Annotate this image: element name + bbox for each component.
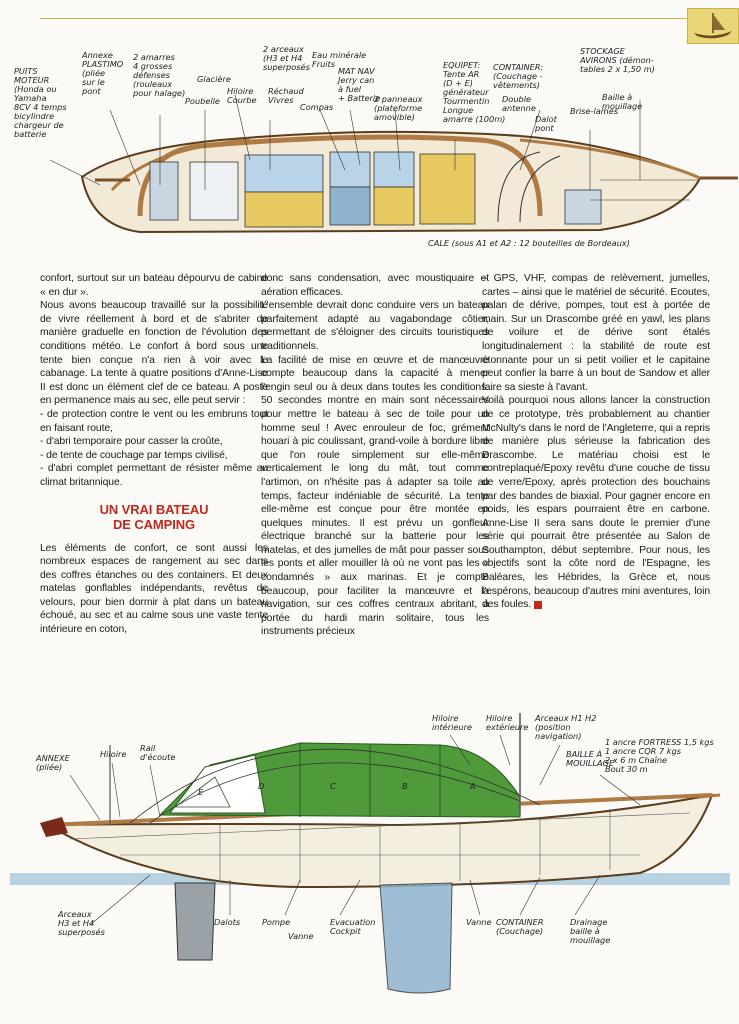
label-line: (Couchage - (493, 71, 543, 81)
article-column-2 (261, 272, 489, 639)
label-puits-moteur (14, 66, 67, 139)
label-line: 1 ancre FORTRESS 1,5 kgs (605, 737, 714, 747)
label-stockage (579, 46, 655, 74)
profile-drawing (0, 705, 739, 1005)
label-line: mouillage (570, 935, 611, 945)
label-line: Yamaha (14, 93, 47, 103)
label-line: EQUIPET: (443, 60, 481, 70)
section-heading-line-1: UN VRAI BATEAU (99, 501, 209, 517)
label-line: à fuel (338, 84, 362, 94)
label-dalots (214, 917, 241, 927)
label-hiloire-exterieure (486, 713, 528, 732)
label-line: 4 grosses (133, 61, 173, 71)
col2-paragraph: L'ensemble devrait donc conduire vers un bateau parfaitement adapté au vagabondage côtier, permettant de s'éloigner des circuits touristiques traditionnels. (261, 300, 489, 352)
deck-plan-drawing (0, 40, 739, 260)
label-arceaux (263, 44, 311, 72)
label-evacuation (330, 917, 375, 936)
col1-list-item: - d'abri complet permettant de résister même au climat britannique. (40, 463, 268, 488)
label-line: (H3 et H4 (263, 53, 303, 63)
label-line: Jerry can (338, 75, 375, 85)
label-line: Arceaux H1 H2 (535, 713, 597, 723)
label-line: 2 panneaux (374, 94, 423, 104)
article-end-mark-icon (534, 601, 542, 609)
label-line: navigation) (535, 731, 582, 741)
label-line: vêtements) (493, 80, 541, 90)
label-line: Drainage (570, 917, 608, 927)
label-line: superposés (263, 62, 310, 72)
label-line: ANNEXE (36, 753, 70, 763)
label-line: Compas (300, 102, 334, 112)
col1-paragraph: confort, surtout sur un bateau dépourvu de cabine « en dur ». (40, 273, 268, 298)
label-line: 2 x 6 m Chaîne (605, 755, 668, 765)
label-line: Vanne (288, 931, 314, 941)
label-container (496, 917, 544, 936)
label-line: (Couchage) (496, 926, 544, 936)
label-line: H3 et H4 (58, 918, 95, 928)
label-double-antenne (502, 94, 536, 113)
label-line: Poubelle (185, 96, 220, 106)
tent-letter-c: C (330, 781, 336, 791)
label-baille (602, 92, 642, 111)
label-line: (position (535, 722, 571, 732)
label-line: Hiloire (432, 713, 459, 723)
label-line: Tourmentin (443, 96, 490, 106)
section-heading (40, 502, 268, 532)
label-line: sur le (82, 77, 105, 87)
label-line: MAT NAV (338, 66, 375, 76)
section-thumbnail-icon (687, 8, 739, 44)
label-line: tables 2 x 1,50 m) (580, 64, 655, 74)
label-line: Dalot (535, 114, 557, 124)
label-line: Vivres (268, 95, 294, 105)
label-line: Rail (140, 743, 156, 753)
label-line: (pliée) (36, 762, 63, 772)
label-line: (rouleaux (133, 79, 173, 89)
label-line: Vanne (466, 917, 492, 927)
col1-list-item: - d'abri temporaire pour casser la croûte, (40, 436, 223, 448)
label-line: PUITS (14, 66, 38, 76)
label-hiloire-interieure (432, 713, 472, 732)
label-line: Cockpit (330, 926, 361, 936)
label-line: CONTAINER (496, 917, 544, 927)
label-panneaux (374, 94, 423, 122)
label-line: Brise-lames (570, 106, 619, 116)
label-hiloire (227, 86, 257, 105)
col1-list-item: - de protection contre le vent ou les embruns tout en faisant route, (40, 408, 268, 434)
tent-letter-a: A (470, 781, 476, 791)
label-line: pont (82, 86, 101, 96)
label-line: Courbe (227, 95, 257, 105)
label-line: Réchaud (268, 86, 304, 96)
label-line: chargeur de (14, 120, 64, 130)
label-poubelle (185, 96, 220, 106)
label-line: 1 ancre CQR 7 kgs (605, 746, 681, 756)
label-line: Hiloire (227, 86, 254, 96)
col3-text: Voilà pourquoi nous allons lancer la construction de ce prototype, très probablement au chantier McNulty's dans le nord de l'Angleterre, qui a repris de manière plus sérieuse la fabrication des Drascombe. Le matériau choisi est le contreplaqué/Epoxy revêtu d'une couche de tissu de verre/Epoxy, après protection des bouchains par des bandes de biaxial. Pour gagner encore en poids, les espars pourraient être en carbone. Anne-Lise II sera sans doute le premier d'une série qui pourrait être présentée au Salon de Southampton, début septembre. Pour nous, les objectifs sont la côte nord de l'Espagne, les Baléares, les Hébrides, la Grèce et, nous l'espérons, beaucoup d'autres mini aventures, loin des foules. (482, 395, 710, 611)
label-vanne-1 (288, 931, 314, 941)
label-line: PLASTIMO (82, 59, 124, 69)
label-line: Tente AR (443, 69, 480, 79)
label-line: générateur (443, 87, 489, 97)
label-line: (plateforme (374, 103, 423, 113)
label-line: amovible) (374, 112, 415, 122)
tent-letter-d: D (258, 781, 265, 791)
label-line: MOUILLAGE (566, 758, 615, 768)
label-line: (Honda ou (14, 84, 57, 94)
label-line: BAILLE À (566, 749, 603, 759)
label-line: mouillage (602, 101, 643, 111)
label-line: pour halage) (133, 88, 186, 98)
label-arceaux-bottom (57, 909, 106, 937)
label-line: Hiloire (100, 749, 127, 759)
label-line: superposés (58, 927, 105, 937)
col1-paragraph: Nous avons beaucoup travaillé sur la possibilité de vivre réellement à bord et de s'abriter de manière graduelle en fonction de l'évolution des conditions météo. Le confort à bord sous une tente bien conçue n'a rien à voir avec le cabanage. La tente à quatre positions d'Anne-Lise II est donc un élément clef de ce bateau. A poste en permanence mais au sec, elle peut servir : (40, 300, 268, 407)
label-line: Hiloire (486, 713, 513, 723)
label-annexe (35, 753, 71, 772)
label-ancre (605, 737, 714, 774)
label-vanne-2 (466, 917, 492, 927)
label-line: (D + E) (443, 78, 473, 88)
label-line: STOCKAGE (580, 46, 625, 56)
label-line: Dalots (214, 917, 241, 927)
label-dalot (534, 114, 558, 133)
label-line: MOTEUR (14, 75, 50, 85)
article-column-3 (482, 272, 710, 612)
label-compas (300, 102, 334, 112)
label-line: d'écoute (140, 752, 176, 762)
article-column-1 (40, 272, 268, 637)
label-line: Evacuation (330, 917, 376, 927)
label-arceaux-top (534, 713, 597, 741)
label-line: amarre (100m) (443, 114, 506, 124)
label-line: 2 amarres (133, 52, 175, 62)
label-container (493, 62, 544, 90)
label-line: CONTAINER: (493, 62, 544, 72)
label-line: Glacière (197, 74, 231, 84)
label-cale: CALE (sous A1 et A2 : 12 bouteilles de Bordeaux) (428, 238, 630, 248)
top-rule (40, 18, 688, 19)
label-line: 2 arceaux (263, 44, 304, 54)
label-line: pont (535, 123, 554, 133)
col1-list-item: - de tente de couchage par temps civilisé, (40, 449, 228, 461)
label-line: bicylindre (14, 111, 55, 121)
label-line: Double (502, 94, 532, 104)
tent-letter-e: E (198, 787, 204, 797)
label-line: batterie (14, 129, 47, 139)
col2-paragraph: La facilité de mise en œuvre et de manœuvre compte beaucoup dans la capacité à mener l'engin seul ou à deux dans toutes les conditions. 50 secondes montre en main sont nécessaires pour mettre le bateau à sec de toile pour un homme seul ! Avec enrouleur de foc, grément houari à pic coulissant, grand-voile à bordure libre que l'on roule simplement sur elle-même verticalement le long du mât, tout comme l'artimon, on n'hésite pas à adapter sa toile au temps, facteur indéniable de sécurité. La tente elle-même est conçue pour être montée en quelques minutes. Il est prévu un gonfleur électrique branché sur la batterie pour les matelas, et des jumelles de mât pour passer sous les ponts et aller mouiller là où ne vont pas les « condamnés » aux marinas. Et je compte beaucoup, pour faciliter la manœuvre et la navigation, sur ces coffres centraux abritant, à portée du hardi marin solitaire, tous les instruments précieux (261, 354, 489, 638)
label-drainage (570, 917, 610, 945)
label-amarres (132, 52, 185, 98)
label-line: Bout 30 m (605, 764, 648, 774)
label-line: extérieure (486, 722, 529, 732)
label-line: défenses (133, 70, 170, 80)
label-line: Arceaux (58, 909, 92, 919)
col3-paragraph (482, 394, 710, 612)
label-line: 8CV 4 temps (14, 102, 67, 112)
label-glaciere (197, 74, 231, 84)
label-line: Longue (443, 105, 474, 115)
label-line: + Batterie (338, 93, 381, 103)
label-line: intérieure (432, 722, 472, 732)
label-line: Fruits (312, 59, 336, 69)
col3-paragraph: – GPS, VHF, compas de relèvement, jumelles, cartes – ainsi que le matériel de sécurité. Ecoutes, palan de dérive, pompes, tout est à portée de main. Sur un Drascombe gréé en yawl, les plans de voilure et de dérive sont étalés longitudinalement : la stabilité de route est étonnante pour un si petit voilier et le capitaine peut confier la barre à un bout de Sandow et aller faire sa sieste à l'avant. (482, 273, 710, 393)
label-line: baille à (570, 926, 600, 936)
label-line: AVIRONS (démon- (580, 55, 654, 65)
col2-paragraph: donc sans condensation, avec moustiquaire et aération efficaces. (261, 273, 489, 298)
label-line: Baille à (602, 92, 633, 102)
section-heading-line-2: DE CAMPING (112, 516, 196, 532)
label-rail (140, 743, 175, 762)
label-line: Annexe (82, 50, 113, 60)
label-hiloire (100, 749, 126, 759)
label-line: (pliée (82, 68, 106, 78)
label-annexe (81, 50, 124, 96)
label-line: Pompe (262, 917, 291, 927)
label-line: antenne (502, 103, 536, 113)
tent-letter-b: B (402, 781, 408, 791)
label-line: Eau minérale (312, 50, 367, 60)
col1-paragraph: Les éléments de confort, ce sont aussi les nombreux espaces de rangement au sec dans des coffres étanches ou des containers. Et deux matelas gonflables indépendants, revêtus de velours, pour bien dormir à plat dans un bateau échoué, au sec et au calme sous une vaste tente intérieure en coton, (40, 542, 268, 636)
label-pompe (262, 917, 290, 927)
